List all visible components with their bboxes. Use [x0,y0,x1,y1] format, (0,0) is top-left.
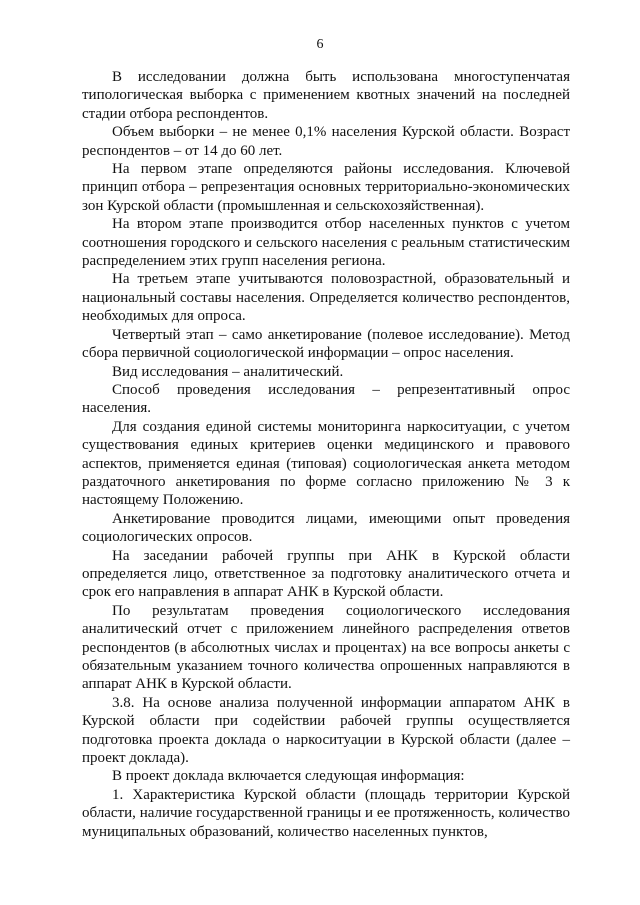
paragraph-stage-three: На третьем этапе учитываются половозрастной, образовательный и национальный составы населения. Определяется количество респондентов, необходимых для опроса. [82,271,570,325]
paragraph-survey-conductors: Анкетирование проводится лицами, имеющими опыт проведения социологических опросов. [82,510,570,546]
paragraph-report-contents: В проект доклада включается следующая информация: [112,768,465,785]
paragraph-item-1: 1. Характеристика Курской области (площадь территории Курской области, наличие государственной границы и ее протяженность, количество муниципальных образований, количество населенных пунктов, [82,786,570,840]
paragraph-monitoring-system: Для создания единой системы мониторинга наркоситуации, с учетом существования единых критериев оценки медицинского и правового аспектов, применяется единая (типовая) социологическая анкета методом раздаточного анкетирования по форме согласно приложению № 3 к настоящему Положению. [82,418,570,509]
paragraph-research-kind: Вид исследования – аналитический. [112,363,344,380]
paragraph-research-method: Способ проведения исследования – репрезентативный опрос населения. [82,381,570,417]
paragraph-responsible-person: На заседании рабочей группы при АНК в Курской области определяется лицо, ответственное за подготовку аналитического отчета и срок его направления в аппарат АНК в Курской области. [82,547,570,601]
paragraph-stage-four: Четвертый этап – само анкетирование (полевое исследование). Метод сбора первичной социологической информации – опрос населения. [82,326,570,362]
paragraph-analytical-report: По результатам проведения социологического исследования аналитический отчет с приложением линейного распределения ответов респондентов (в абсолютных числах и процентах) на все вопросы анкеты с обязательным указанием точного количества опрошенных направляются в аппарат АНК в Курской области. [82,602,570,693]
paragraph-stage-one: На первом этапе определяются районы исследования. Ключевой принцип отбора – репрезентация основных территориально-экономических зон Курской области (промышленная и сельскохозяйственная). [82,161,570,214]
paragraph-section-3-8: 3.8. На основе анализа полученной информации аппаратом АНК в Курской области при содействии рабочей группы осуществляется подготовка проекта доклада о наркоситуации в Курской области (далее – проект доклада). [82,694,570,767]
body-text [82,68,570,841]
page-number: 6 [316,37,324,52]
paragraph-stage-two: На втором этапе производится отбор населенных пунктов с учетом соотношения городского и сельского населения с реальным статистическим распределением этих групп населения региона. [82,216,570,270]
paragraph-sample-size: Объем выборки – не менее 0,1% населения Курской области. Возраст респондентов – от 14 до 60 лет. [82,124,570,159]
paragraph-sample-type: В исследовании должна быть использована многоступенчатая типологическая выборка с применением квотных значений на последней стадии отбора респондентов. [82,69,570,122]
